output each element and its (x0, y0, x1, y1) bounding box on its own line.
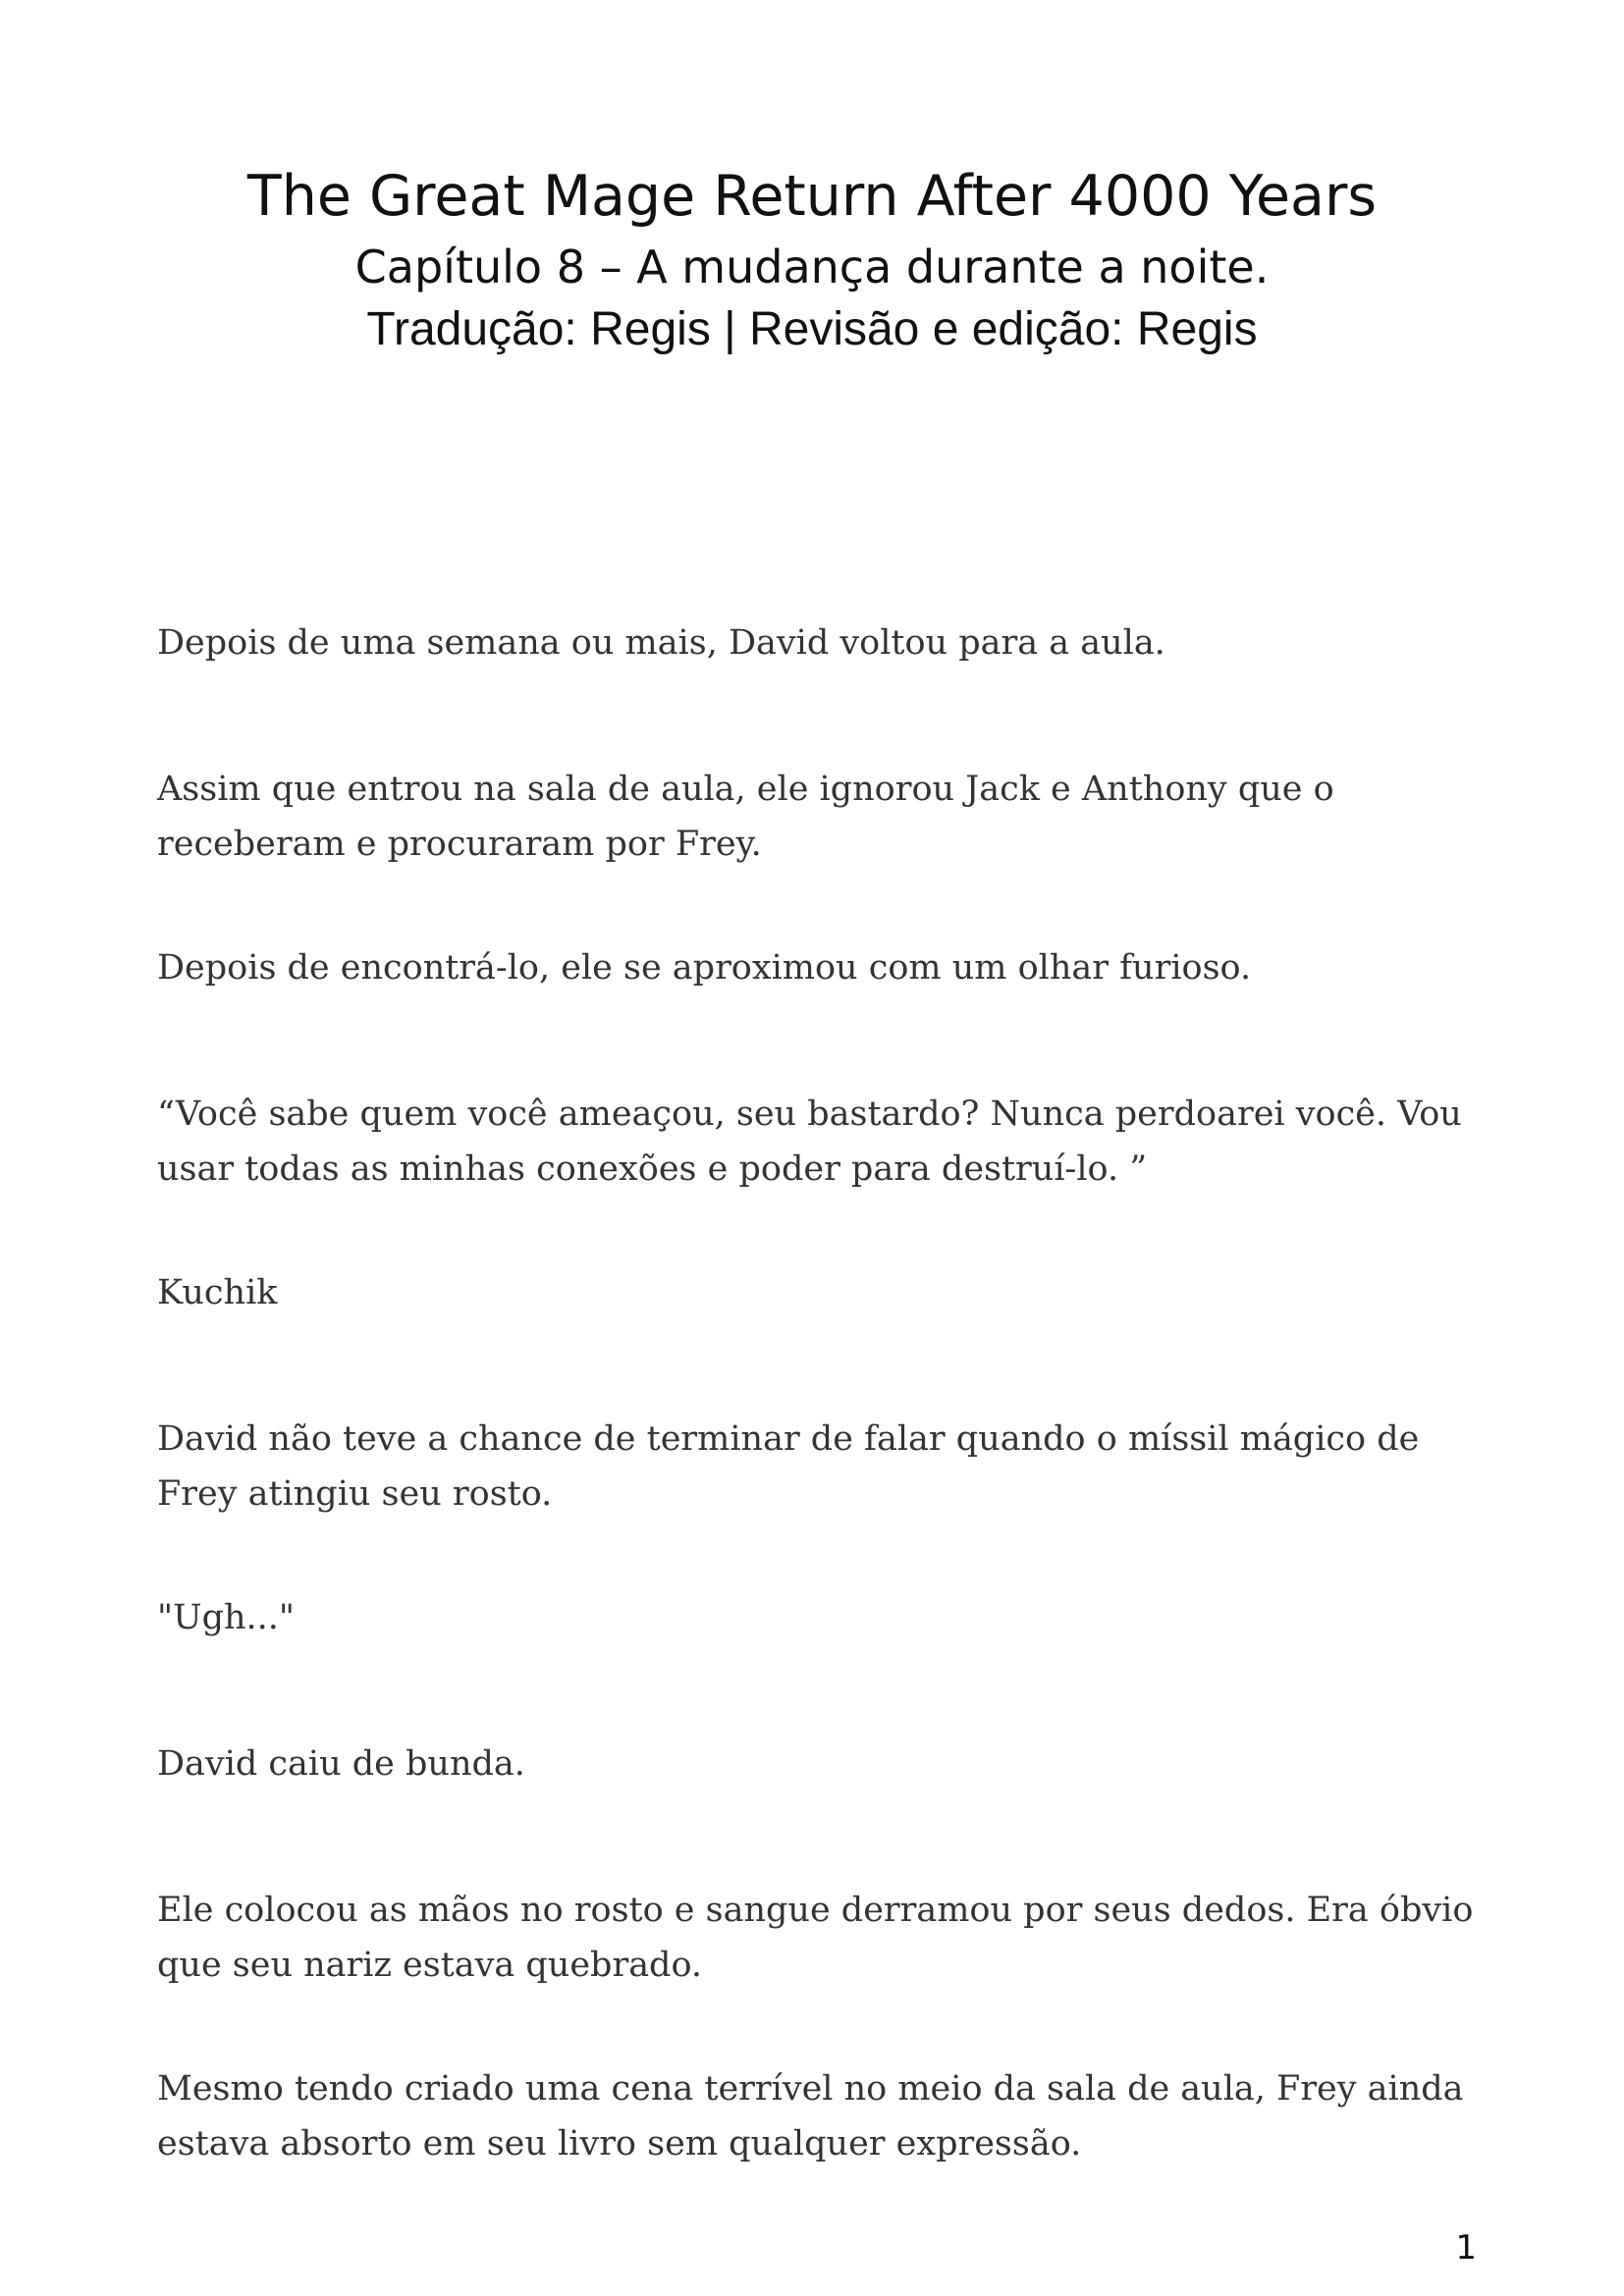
paragraph: Kuchik (157, 1273, 278, 1312)
paragraph: Assim que entrou na sala de aula, ele ignorou Jack e Anthony que o receberam e procuraram por Frey. (157, 770, 1334, 864)
document-title: The Great Mage Return After 4000 Years (246, 164, 1378, 229)
paragraph: Depois de encontrá-lo, ele se aproximou com um olhar furioso. (157, 948, 1252, 988)
paragraph: “Você sabe quem você ameaçou, seu bastardo? Nunca perdoarei você. Vou usar todas as minhas conexões e poder para destruí-lo. ” (157, 1095, 1462, 1189)
paragraph: "Ugh..." (157, 1598, 296, 1637)
paragraph: Depois de uma semana ou mais, David voltou para a aula. (157, 623, 1165, 663)
chapter-title: Capítulo 8 – A mudança durante a noite. (354, 240, 1270, 294)
translation-credits: Tradução: Regis | Revisão e edição: Regis (366, 303, 1258, 355)
paragraph: David não teve a chance de terminar de falar quando o míssil mágico de Frey atingiu seu rosto. (157, 1419, 1420, 1514)
paragraph: Ele colocou as mãos no rosto e sangue derramou por seus dedos. Era óbvio que seu nariz estava quebrado. (157, 1891, 1474, 1985)
paragraph: Mesmo tendo criado uma cena terrível no meio da sala de aula, Frey ainda estava absorto em seu livro sem qualquer expressão. (157, 2069, 1464, 2163)
page-number: 1 (1455, 2228, 1477, 2268)
document-header (0, 157, 1624, 361)
paragraph: David caiu de bunda. (157, 1744, 525, 1784)
